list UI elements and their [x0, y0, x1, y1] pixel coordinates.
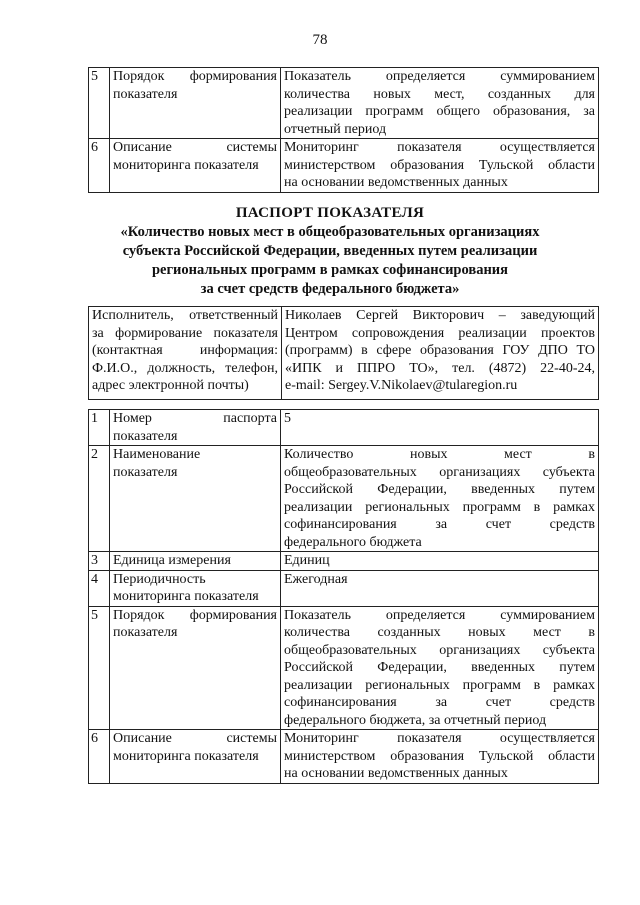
row-label: Порядок формирования показателя	[110, 606, 281, 730]
row-label: Порядок формирования показателя	[110, 68, 281, 139]
executor-value: Николаев Сергей Викторович – заведующий Центром сопровождения реализации проектов (программ) в сфере образования ГОУ ДПО ТО «ИПК и ППРО ТО», тел. (4872) 22-40-24, e-mail: Sergey.V.Nikolaev@tularegion.ru	[282, 307, 599, 400]
table-row	[89, 606, 599, 730]
row-value: 5	[281, 410, 599, 446]
row-number: 2	[89, 446, 110, 552]
row-label: Описание системы мониторинга показателя	[110, 730, 281, 784]
row-label: Описание системы мониторинга показателя	[110, 139, 281, 193]
table-row	[89, 68, 599, 139]
row-value: Количество новых мест в общеобразовательных организациях субъекта Российской Федерации, введенных путем реализации региональных программ в рамках софинансирования за счет средств федерального бюджета	[281, 446, 599, 552]
passport-title-line: региональных программ в рамках софинансирования	[151, 262, 509, 278]
executor-table	[88, 306, 599, 400]
passport-title-line: «Количество новых мест в общеобразовательных организациях	[120, 224, 540, 240]
passport-heading: ПАСПОРТ ПОКАЗАТЕЛЯ	[235, 205, 425, 221]
row-value: Единиц	[281, 552, 599, 571]
table-row	[89, 730, 599, 784]
row-value: Ежегодная	[281, 570, 599, 606]
table-row	[89, 410, 599, 446]
table-row	[89, 139, 599, 193]
table-row	[89, 307, 599, 400]
page-number: 78	[312, 32, 328, 48]
row-number: 6	[89, 730, 110, 784]
table-row	[89, 570, 599, 606]
row-number: 4	[89, 570, 110, 606]
row-label: Периодичность мониторинга показателя	[110, 570, 281, 606]
top-table	[88, 67, 599, 193]
passport-title-line: субъекта Российской Федерации, введенных путем реализации	[122, 243, 538, 259]
table-row	[89, 446, 599, 552]
row-number: 5	[89, 606, 110, 730]
row-label: Единица измерения	[110, 552, 281, 571]
table-row	[89, 552, 599, 571]
row-value: Мониторинг показателя осуществляется министерством образования Тульской области на основании ведомственных данных	[281, 730, 599, 784]
row-value: Показатель определяется суммированием количества созданных новых мест в общеобразовательных организациях субъекта Российской Федерации, введенных путем реализации региональных программ в рамках софинансирования за счет средств федерального бюджета, за отчетный период	[281, 606, 599, 730]
executor-label: Исполнитель, ответственный за формирование показателя (контактная информация: Ф.И.О., должность, телефон, адрес электронной почты)	[89, 307, 282, 400]
row-number: 1	[89, 410, 110, 446]
row-value: Показатель определяется суммированием количества новых мест, созданных для реализации программ общего образования, за отчетный период	[281, 68, 599, 139]
row-number: 5	[89, 68, 110, 139]
passport-title	[60, 204, 600, 299]
row-label: Номер паспорта показателя	[110, 410, 281, 446]
row-number: 6	[89, 139, 110, 193]
row-label: Наименование показателя	[110, 446, 281, 552]
row-number: 3	[89, 552, 110, 571]
passport-table	[88, 409, 599, 784]
passport-title-line: за счет средств федерального бюджета»	[200, 281, 460, 297]
row-value: Мониторинг показателя осуществляется министерством образования Тульской области на основании ведомственных данных	[281, 139, 599, 193]
